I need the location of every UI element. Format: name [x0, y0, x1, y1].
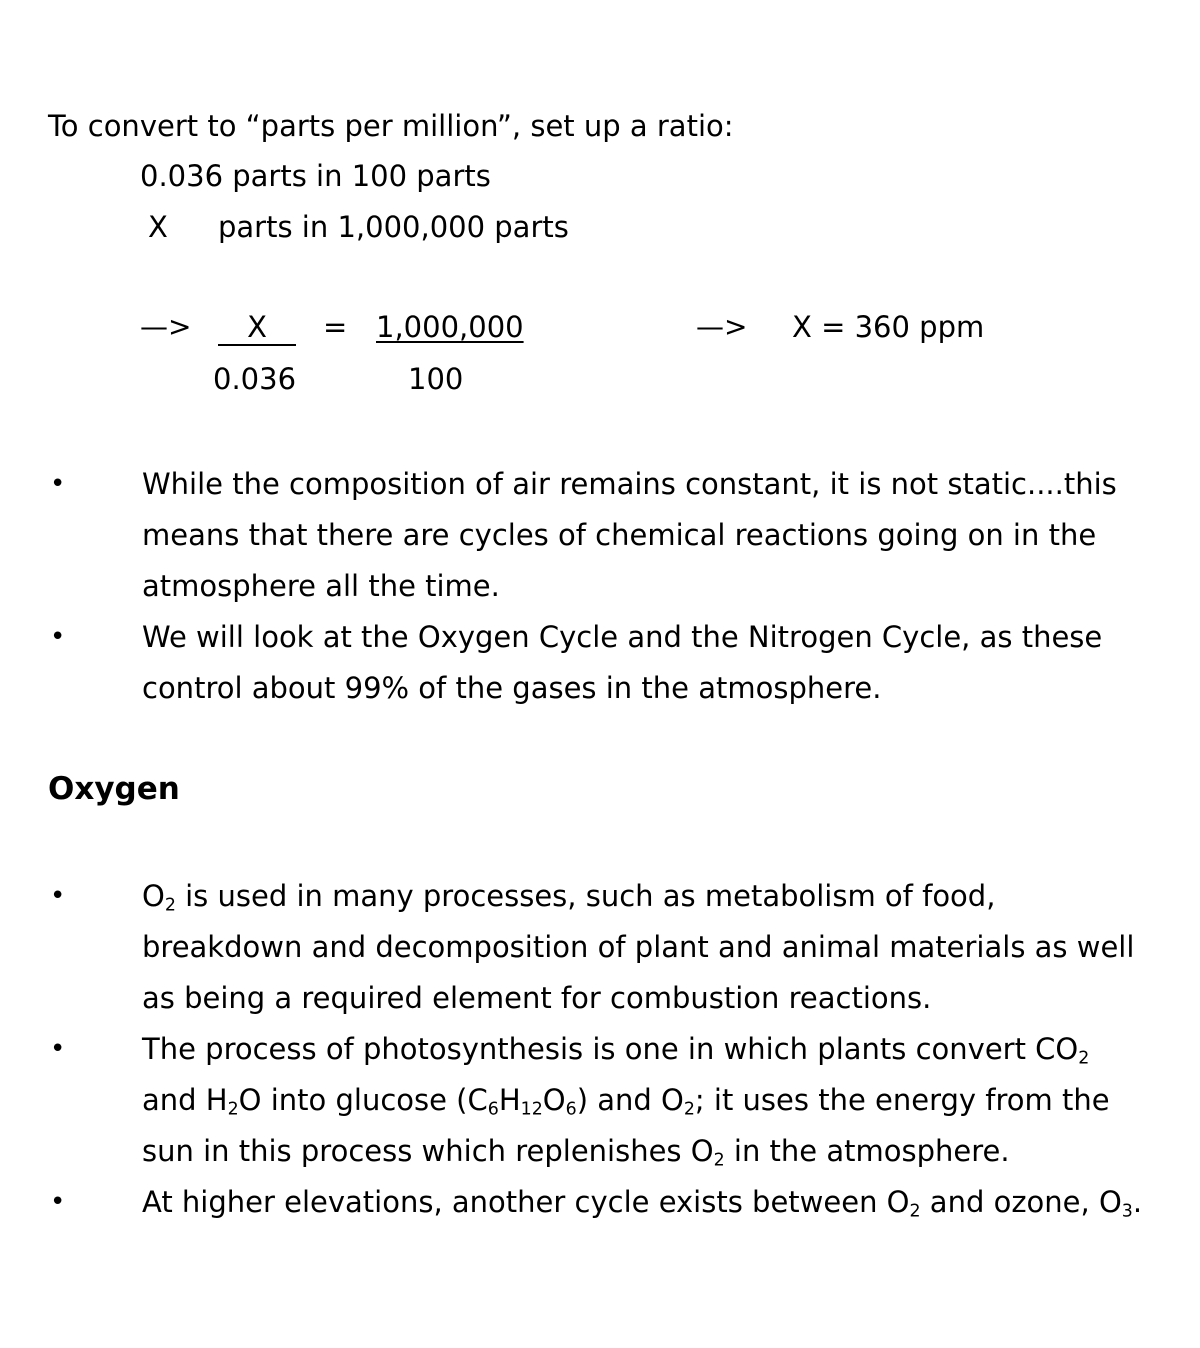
- list-item-text: The process of photosynthesis is one in which plants convert $CO_2$ and $H_2O$ into glucose $(C_6H_{12}O_6)$ and $O_2$; it uses the energy from the sun in this process which replenishes $O_2$ in the atmosphere.: [142, 1032, 1110, 1171]
- list-item-text: $O_2$ is used in many processes, such as metabolism of food, breakdown and decomposition of plant and animal materials as well as being a required element for combustion reactions.: [142, 879, 1135, 1015]
- arrow-1: —>: [140, 310, 192, 343]
- bullet-icon: •: [50, 469, 66, 499]
- fraction-1-numerator: X: [218, 313, 296, 346]
- bullet-icon: •: [50, 622, 66, 652]
- fraction-2-numerator: 1,000,000: [376, 310, 524, 344]
- equals-sign: =: [323, 310, 348, 344]
- bullet-list-air: [0, 459, 1200, 714]
- section-heading-oxygen: Oxygen: [48, 771, 180, 807]
- list-item: [0, 612, 1200, 714]
- bullet-list-oxygen: [0, 871, 1200, 1228]
- fraction-2-denominator: 100: [408, 362, 464, 396]
- list-item: [0, 1177, 1200, 1228]
- list-item: [0, 459, 1200, 612]
- bullet-icon: •: [50, 881, 66, 911]
- ratio-line-2-variable: X: [148, 210, 168, 244]
- ratio-line-1: 0.036 parts in 100 parts: [140, 159, 491, 193]
- ratio-line-2-text: parts in 1,000,000 parts: [218, 210, 569, 244]
- bullet-icon: •: [50, 1034, 66, 1064]
- fraction-1-denominator: 0.036: [213, 362, 297, 396]
- list-item-text: We will look at the Oxygen Cycle and the Nitrogen Cycle, as these control about 99% of the gases in the atmosphere.: [142, 620, 1103, 705]
- bullet-icon: •: [50, 1187, 66, 1217]
- list-item: [0, 1024, 1200, 1177]
- arrow-2: —>: [696, 310, 748, 343]
- ratio-intro: To convert to “parts per million”, set up a ratio:: [48, 109, 734, 143]
- list-item-text: While the composition of air remains constant, it is not static....this means that there are cycles of chemical reactions going on in the atmosphere all the time.: [142, 467, 1117, 603]
- list-item-text: At higher elevations, another cycle exists between $O_2$ and ozone, $O_3$.: [142, 1185, 1143, 1222]
- list-item: [0, 871, 1200, 1024]
- ratio-result: X = 360 ppm: [792, 310, 985, 344]
